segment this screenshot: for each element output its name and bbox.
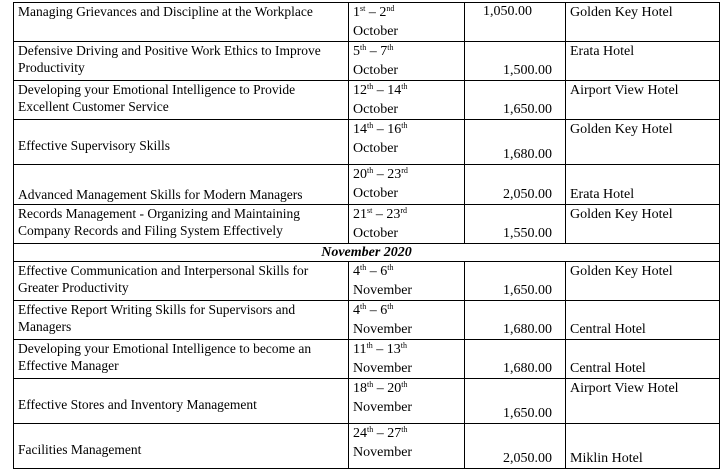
- venue: Golden Key Hotel: [566, 3, 720, 42]
- fee: 1,650.00: [465, 262, 566, 301]
- end-day: 7: [380, 44, 388, 59]
- start-day-suffix: th: [367, 166, 374, 175]
- month: October: [353, 24, 399, 39]
- course-title: Managing Grievances and Discipline at the Workplace: [14, 3, 349, 42]
- end-day: 13: [386, 342, 401, 357]
- venue: Erata Hotel: [566, 42, 720, 81]
- start-day-suffix: th: [367, 82, 374, 91]
- end-day: 6: [380, 303, 388, 318]
- venue: Golden Key Hotel: [566, 120, 720, 165]
- start-day: 4: [353, 264, 360, 279]
- date-dash: –: [366, 44, 381, 59]
- start-day-suffix: th: [366, 341, 373, 350]
- fee: 1,650.00: [465, 379, 566, 424]
- course-title: Advanced Management Skills for Modern Managers: [14, 165, 349, 205]
- table-row: [14, 379, 720, 424]
- month: November: [353, 283, 413, 298]
- month: November: [353, 361, 413, 376]
- end-day-suffix: th: [400, 341, 407, 350]
- start-day-suffix: th: [367, 380, 374, 389]
- table-row: [14, 340, 720, 379]
- start-day: 18: [353, 381, 367, 396]
- start-day: 4: [353, 303, 360, 318]
- fee: 1,550.00: [465, 205, 566, 244]
- date-range: [349, 120, 465, 165]
- date-dash: –: [366, 303, 381, 318]
- month: October: [353, 141, 399, 156]
- venue: Miklin Hotel: [566, 424, 720, 469]
- fee: 1,650.00: [465, 81, 566, 120]
- date-range: [349, 340, 465, 379]
- end-day-suffix: th: [387, 43, 394, 52]
- venue: Airport View Hotel: [566, 379, 720, 424]
- start-day: 21: [353, 207, 367, 222]
- start-day: 12: [353, 83, 367, 98]
- start-day: 1: [353, 5, 360, 20]
- table-row: [14, 301, 720, 340]
- venue: Golden Key Hotel: [566, 205, 720, 244]
- end-day: 2: [379, 5, 387, 20]
- month: October: [353, 102, 399, 117]
- end-day-suffix: th: [401, 82, 408, 91]
- date-dash: –: [373, 426, 388, 441]
- end-day: 27: [387, 426, 402, 441]
- venue: Erata Hotel: [566, 165, 720, 205]
- start-day: 24: [353, 426, 367, 441]
- date-range: [349, 301, 465, 340]
- date-range: [349, 3, 465, 42]
- table-row: [14, 120, 720, 165]
- table-row: [14, 42, 720, 81]
- date-dash: –: [373, 167, 388, 182]
- table-row: [14, 205, 720, 244]
- end-day-suffix: th: [401, 380, 408, 389]
- month: November: [353, 400, 413, 415]
- end-day: 23: [386, 207, 401, 222]
- date-range: [349, 262, 465, 301]
- venue: Central Hotel: [566, 340, 720, 379]
- end-day: 20: [387, 381, 402, 396]
- end-day: 23: [387, 167, 402, 182]
- table-row: [14, 3, 720, 42]
- section-heading-row: [14, 244, 720, 262]
- start-day-suffix: th: [367, 425, 374, 434]
- start-day-suffix: st: [360, 4, 366, 13]
- course-title: Effective Stores and Inventory Management: [14, 379, 349, 424]
- start-day: 20: [353, 167, 367, 182]
- month: October: [353, 226, 399, 241]
- end-day-suffix: th: [387, 302, 394, 311]
- table-row: [14, 165, 720, 205]
- month: November: [353, 445, 413, 460]
- fee: 1,050.00: [465, 3, 566, 42]
- date-dash: –: [366, 264, 381, 279]
- start-day-suffix: st: [367, 206, 373, 215]
- end-day-suffix: rd: [401, 166, 408, 175]
- date-dash: –: [372, 342, 387, 357]
- course-title: Effective Communication and Interpersonal Skills for Greater Productivity: [14, 262, 349, 301]
- course-title: Facilities Management: [14, 424, 349, 469]
- section-heading: November 2020: [14, 244, 720, 262]
- end-day: 16: [387, 122, 402, 137]
- month: October: [353, 186, 399, 201]
- date-range: [349, 379, 465, 424]
- start-day: 5: [353, 44, 360, 59]
- start-day-suffix: th: [360, 43, 367, 52]
- training-schedule-table: [13, 2, 720, 469]
- fee: 2,050.00: [465, 165, 566, 205]
- date-range: [349, 42, 465, 81]
- course-title: Defensive Driving and Positive Work Ethics to Improve Productivity: [14, 42, 349, 81]
- start-day-suffix: th: [360, 263, 367, 272]
- fee: 1,680.00: [465, 120, 566, 165]
- date-dash: –: [373, 122, 388, 137]
- start-day-suffix: th: [360, 302, 367, 311]
- venue: Golden Key Hotel: [566, 262, 720, 301]
- start-day: 14: [353, 122, 367, 137]
- date-dash: –: [373, 83, 388, 98]
- october-rows: [14, 3, 720, 469]
- date-range: [349, 424, 465, 469]
- course-title: Developing your Emotional Intelligence to Provide Excellent Customer Service: [14, 81, 349, 120]
- end-day-suffix: rd: [400, 206, 408, 215]
- end-day-suffix: nd: [386, 4, 395, 13]
- table-row: [14, 424, 720, 469]
- course-title: Effective Supervisory Skills: [14, 120, 349, 165]
- start-day-suffix: th: [367, 121, 374, 130]
- date-range: [349, 81, 465, 120]
- venue: Airport View Hotel: [566, 81, 720, 120]
- month: November: [353, 322, 413, 337]
- date-dash: –: [365, 5, 380, 20]
- table-row: [14, 81, 720, 120]
- end-day-suffix: th: [401, 121, 408, 130]
- start-day: 11: [353, 342, 367, 357]
- fee: 1,680.00: [465, 301, 566, 340]
- date-dash: –: [373, 381, 388, 396]
- end-day-suffix: th: [387, 263, 394, 272]
- course-title: Records Management - Organizing and Maintaining Company Records and Filing System Effectively: [14, 205, 349, 244]
- end-day: 14: [387, 83, 402, 98]
- end-day: 6: [380, 264, 388, 279]
- date-dash: –: [372, 207, 387, 222]
- course-title: Effective Report Writing Skills for Supervisors and Managers: [14, 301, 349, 340]
- venue: Central Hotel: [566, 301, 720, 340]
- end-day-suffix: th: [401, 425, 408, 434]
- fee: 2,050.00: [465, 424, 566, 469]
- fee: 1,500.00: [465, 42, 566, 81]
- date-range: [349, 205, 465, 244]
- date-range: [349, 165, 465, 205]
- fee: 1,680.00: [465, 340, 566, 379]
- table-row: [14, 262, 720, 301]
- course-title: Developing your Emotional Intelligence to become an Effective Manager: [14, 340, 349, 379]
- month: October: [353, 63, 399, 78]
